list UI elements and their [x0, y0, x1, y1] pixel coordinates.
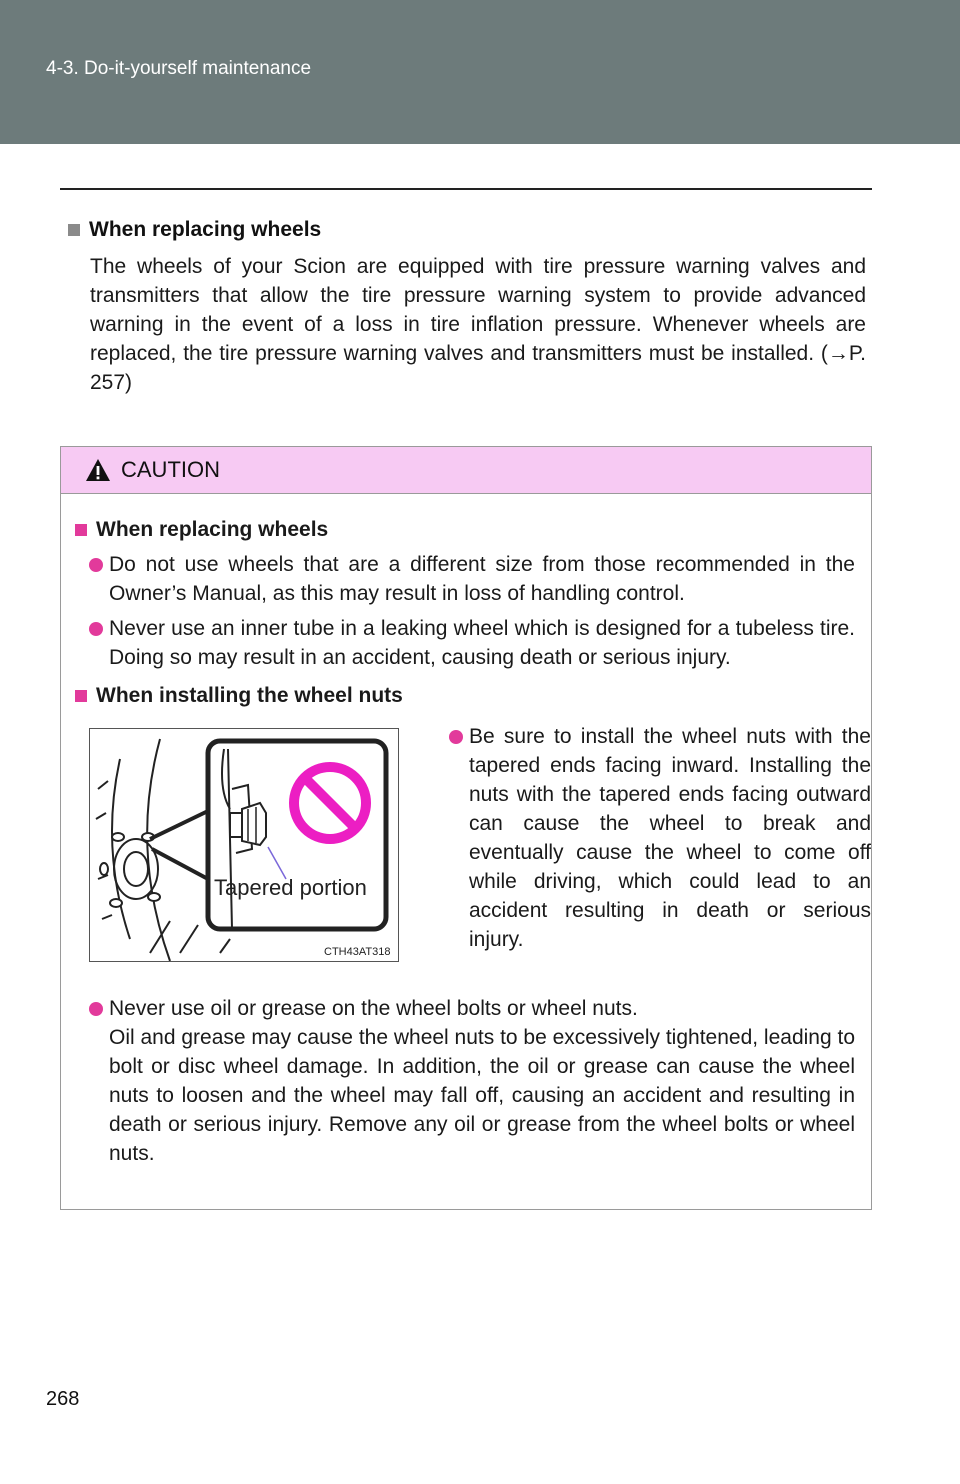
bullet-dot-icon: [89, 558, 103, 572]
caution-header: [61, 447, 871, 494]
square-bullet-icon: [75, 690, 87, 702]
caution-bullet: [75, 550, 855, 608]
wheels-body: The wheels of your Scion are equipped with tire pressure warning valves and transmitters that allow the tire pressure warning system to provide advanced warning in the event of a loss in tire inflation pressure. Whenever wheels are replaced, the tire pressure warning valves and transmitters must be installed. (→P. 257): [90, 255, 866, 394]
oil-bullet-lead: Never use oil or grease on the wheel bolts or wheel nuts.: [109, 997, 638, 1020]
warning-triangle-icon: [85, 458, 111, 482]
bullet-dot-icon: [449, 730, 463, 744]
square-bullet-icon: [68, 224, 80, 236]
caution-wheels-heading-text: When replacing wheels: [96, 518, 329, 541]
caution-nuts-heading: [75, 682, 855, 710]
caution-box: [60, 446, 872, 1210]
square-bullet-icon: [75, 524, 87, 536]
wheel-nut-bullet: [439, 722, 871, 954]
figure-code: CTH43AT318: [324, 946, 391, 958]
caution-nuts-heading-text: When installing the wheel nuts: [96, 684, 403, 707]
wheels-heading-text: When replacing wheels: [89, 218, 322, 241]
bullet-dot-icon: [89, 622, 103, 636]
caution-bullet-text: Do not use wheels that are a different size from those recommended in the Owner’s Manual, as this may result in loss of handling control.: [109, 553, 855, 605]
bullet-dot-icon: [89, 1002, 103, 1016]
figure-label: Tapered portion: [214, 875, 367, 900]
caution-bullet: [75, 994, 855, 1168]
caution-title: CAUTION: [121, 457, 220, 482]
section-title: 4-3. Do-it-yourself maintenance: [46, 58, 312, 79]
caution-wheels-heading: [75, 516, 855, 544]
wheels-heading: [68, 216, 868, 244]
caution-bullet-text: Never use an inner tube in a leaking wheel which is designed for a tubeless tire. Doing so may result in an accident, causing death or serious injury.: [109, 617, 855, 669]
caution-bullet: [75, 614, 855, 672]
caution-body: [61, 494, 871, 1168]
wheel-nut-row: [75, 722, 871, 994]
page-number: 268: [46, 1388, 80, 1410]
header-rule: [60, 188, 872, 190]
wheels-section: [68, 216, 868, 397]
wheel-nut-figure: [89, 728, 399, 962]
page-header: [0, 0, 960, 144]
oil-bullet-body: Oil and grease may cause the wheel nuts to be excessively tightened, leading to bolt or disc wheel damage. In addition, the oil or grease can cause the wheel nuts to loosen and the wheel may fall off, causing an accident and resulting in death or serious injury. Remove any oil or grease from the wheel bolts or wheel nuts.: [109, 1026, 855, 1165]
wheel-nut-bullet-text: Be sure to install the wheel nuts with the tapered ends facing inward. Installing the nuts with the tapered ends facing outward can cause the wheel to break and eventually cause the wheel to come off while driving, which could lead to an accident resulting in death or serious injury.: [469, 725, 871, 951]
wheel-nut-illustration: [90, 729, 398, 961]
